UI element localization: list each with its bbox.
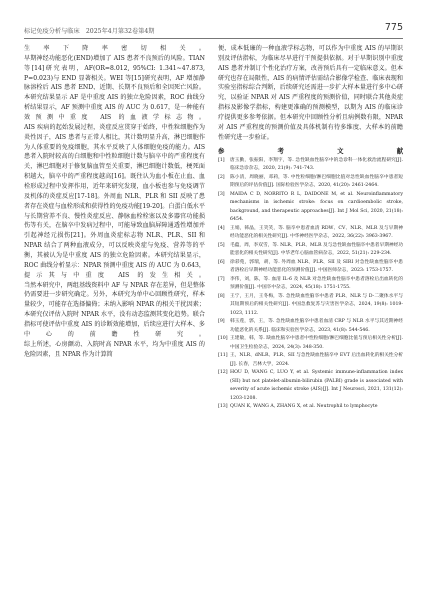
reference-number: [5] [218, 242, 225, 248]
reference-text: 王，NLR、dNLR、PLR、SII 与急性缺血性脑卒中 EVT 后出血转化的相关性分析[J]. 长春，吉林大学，2024. [230, 353, 403, 367]
reference-text: 王娟，韩晶，王笑笑，等. 脑卒中患者血清 RDW、CV、NLR、MLR 及与早期神经功能恶化的相关性研究[J]. 中华神经医学杂志，2022, 36(22): 3963-3967. [230, 225, 403, 240]
reference-text: 陈小清，周晓丽，邓莉，等. 中性粒细胞/淋巴细胞比值对急性缺血性脑卒中患者短期预后的评估价值[J]. 国际检验医学杂志，2020, 41(20): 2461-2464. [230, 174, 403, 189]
reference-number: [7] [218, 276, 225, 282]
reference-text: MAIDA C D, NORRITO R L, DAIDONE M, et al. Neuroinflammatory mechanisms in ischemic stroke: focus on cardioembolic stroke, background, and therapeutic approaches[J]. Int J Mol Sci, 2020, 21(18): 6454. [230, 191, 403, 223]
page-header [24, 22, 403, 36]
paragraph: 生率下降率密切相关。 [24, 45, 205, 52]
references-heading: 参考文献 [218, 146, 403, 155]
header-divider [24, 38, 403, 39]
reference-list [218, 157, 403, 412]
paragraph: 早期神经功能恶化(END)增加了 AIS 患者不良预后的风险。TIAN 等[14]研究表明，AF(OR=8.012, 95%CI: 1.341~47.873, P=0.023)与 END 显著相关。WEI 等[15]研究表明，AF 增加静脉溶栓后 AIS 患者 END、近期、长期不良预后和全因死亡风险。本研究结果显示 AF 是中重度 AIS 的独立危险因素，ROC 曲线分析结果显示，AF 预测中重度 AIS 的 AUC 为 0.617，是一种能有效预测中重度 AIS 的血液学标志物。 [24, 54, 205, 122]
left-column [24, 44, 205, 360]
reference-item [218, 242, 403, 259]
reference-text: 唐玉勤，张振阳，李翔宇，等. 急性缺血性脑卒中的急诊科一体化救治流程研究[J]. 临床急诊杂志，2020, 21(9): 741-743. [230, 157, 403, 172]
paragraph: 综上所述，心房颤动、入院时高 NPAR 水平，均为中重度 AIS 的危险因素，且 NPAR 作为计算简 [24, 340, 205, 358]
reference-item [218, 335, 403, 352]
reference-text: 李伟，刘，陈，等. 血清 IL-6 及 NLR 对急性缺血性脑卒中患者溶栓后出血转化的预测价值[J]. 中国卒中杂志，2024, 45(18): 1751-1755. [230, 276, 403, 291]
reference-text: 韩玉莲，郭，王，等. 急性缺血性脑卒中患者血清 CRP 与 NLR 水平与其近期神经功能恶化的关系[J]. 临床和实验医学杂志，2023, 41(8): 544-546. [230, 319, 403, 333]
paragraph: 便、成本低廉的一种血液学标志物，可以作为中重度 AIS 的早期识别及评估指标，为临床尽早进行干预提供依据。对于早期识别中重度 AIS 患者并制订个性化治疗方案，改善预后具有一定临床意义。但本研究也存在局限性，AIS 的病情评估需结合影像学检查、临床表现和实验室指标综合判断，后续研究还需进一步扩大样本量进行多中心研究，以验证 NPAR 对 AIS 严重程度的预测价值，同时联合其他炎症指标及影像学指标，构建更准确的预测模型，以期为 AIS 的临床诊疗提供更多参考依据。但本研究中回顾性分析且病例数有限，NPAR 对 AIS 严重程度的预测价值及具体机制有待多维度、大样本的前瞻性研究进一步验证。 [218, 45, 403, 141]
paragraph: 当然本研究中，两组基线资料中 AF 与 NPAR 存在差异，但是整体仍需要进一步研究确定。另外，本研究为单中心回顾性研究，样本量较少，可能存在选择偏倚；未纳入影响 NPAR 的相关干扰因素；本研究仅评估入院时 NPAR 水平，没有动态监测其变化趋势。联合指标可使评估中重度 AIS 的诊断效能增加，后续应进行大样本、多中心的前瞻性研究。 [24, 281, 205, 338]
reference-item [218, 318, 403, 335]
reference-text: 徐彩苑，郭瑞，胡，等. 外周血 NLR、PLR、SII 及 SIRI 对急性缺血性脑卒中患者溶栓后早期神经功能恶化的预测价值[J]. 中国医师杂志，2023: 1753-1757. [230, 259, 403, 274]
reference-number: [6] [218, 259, 225, 265]
reference-item [218, 352, 403, 369]
reference-number: [4] [218, 225, 225, 231]
reference-item [218, 293, 403, 319]
reference-number: [2] [218, 174, 225, 180]
reference-number: [13] [218, 404, 228, 410]
journal-running-title: 标记免疫分析与临床 2025年4月第32卷第4期 [24, 28, 155, 35]
page-number: 775 [384, 22, 403, 33]
reference-text: HOU D, WANG C, LUO Y, et al. Systemic immune-inflammation index (SII) but not platelet-albumin-bilirubin (PALBI) grade is associated with severity of acute ischemic stroke (AIS)[J]. Int J Neurosci, 2021, 131(12): 1203-1208. [230, 370, 403, 401]
reference-item [218, 276, 403, 293]
reference-number: [1] [218, 157, 225, 163]
paragraph: AIS 疾病的起始发展过程，炎症反应贯穿于始终，中性粒细胞作为炎性因子，AIS 患者与正常人相比，其计数明显升高，淋巴细胞作为人体重要的免疫细胞，其水平反映了人体细胞免疫的能力。AIS 患者入院时较高的白细胞和中性粒细胞计数与脑卒中的严重程度有关，淋巴细胞对于修复脑血管至关重要，淋巴细胞计数低，梗死面积越大，脑卒中的严重程度越高[16]。既往认为血小板在止血、血栓形成过程中发挥作用，近年来研究发现，血小板也参与免疫调节及机体的炎症反应[17-18]。外周血 NLR、PLR 和 SII 反映了患者存在炎症与血栓形成和获得性的免疫功能[19-20]。白蛋白低水平与长期营养不良、慢性炎症反应、静脉血栓栓塞以及多器官功能损伤等有关，在脑卒中发病过程中，可能导致血脑屏障通透性增加并引起神经元损伤[21]。外周血炎症标志物 NLR、PLR、SII 和 NPAR 结合了两种血液成分，可以反映炎症与免疫、营养等的平衡，其被认为是中重度 AIS 的独立危险因素。本研究结果显示，ROC 曲线分析显示：NPAR 预测中重度 AIS 的 AUC 为 0.643，提示其与中重度 AIS 的发生相关。 [24, 123, 205, 279]
right-column [218, 44, 403, 412]
reference-number: [3] [218, 191, 225, 197]
reference-text: 毛蕴，周，李双雪，等. NLR、PLR、MLR 及与急性缺血性脑卒中患者早期神经功能恶化的相关性研究[J]. 中华老年心脑血管病杂志，2022, 51(21): 229-234. [230, 242, 403, 257]
reference-number: [8] [218, 293, 225, 299]
reference-item [218, 191, 403, 225]
reference-item [218, 225, 403, 242]
reference-number: [12] [218, 370, 228, 376]
reference-text: 王宁，王月，王冬梅，等. 急性缺血性脑卒中患者 PLR、NLR 与 D-二聚体水平与其短期预后的相关性研究[J]. 中国急救复苏与灾害医学杂志，2024, 19(8): 1019-1023, 1112. [230, 293, 403, 316]
reference-item [218, 157, 403, 174]
reference-number: [11] [218, 353, 228, 359]
reference-item [218, 259, 403, 276]
reference-item [218, 403, 403, 412]
reference-number: [9] [218, 319, 225, 325]
reference-number: [10] [218, 336, 228, 342]
reference-text: QUAN K, WANG A, ZHANG X, et al. Neutrophil to lymphocyte [230, 404, 378, 410]
reference-item [218, 369, 403, 403]
reference-text: 王建敏，韩，等. 缺血性脑卒中患者中性粒细胞/淋巴细胞比值与预后相关性分析[J]. 中国卫生检验杂志，2024, 24(3): 348-350. [230, 336, 403, 350]
reference-item [218, 174, 403, 191]
